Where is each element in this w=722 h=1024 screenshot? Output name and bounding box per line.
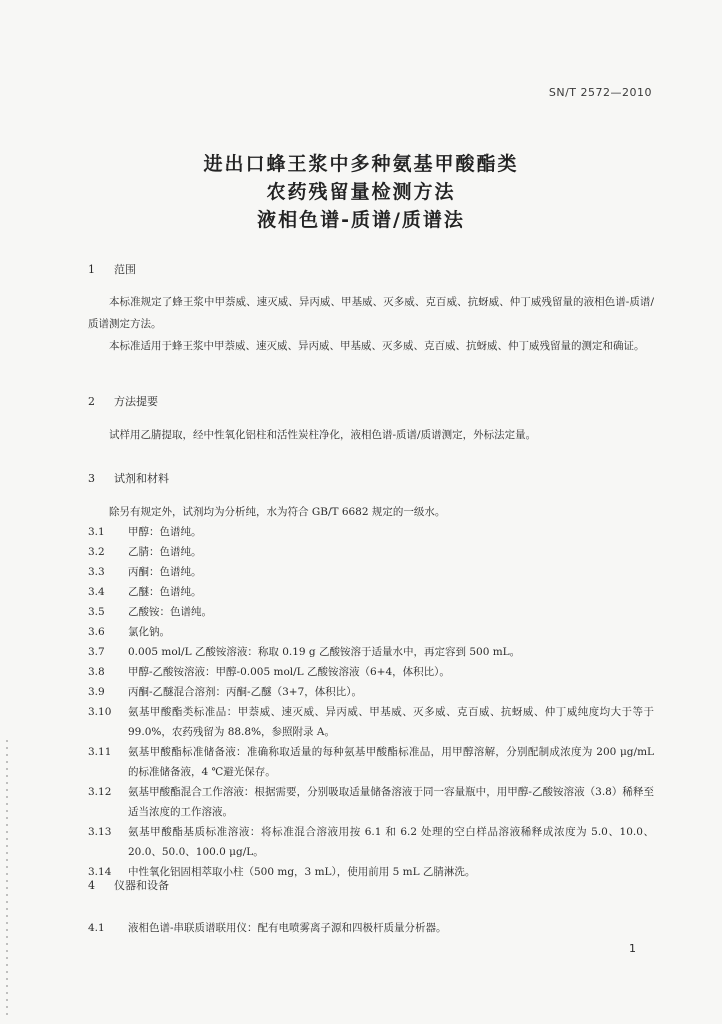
scope-paragraphs bbox=[88, 291, 654, 357]
list-item bbox=[88, 782, 654, 822]
item-number: 3.8 bbox=[88, 666, 105, 678]
list-item bbox=[88, 662, 654, 682]
section-title: 方法提要 bbox=[114, 395, 158, 408]
section-number: 4 bbox=[88, 879, 95, 892]
paragraph: 本标准适用于蜂王浆中甲萘威、速灭威、异丙威、甲基威、灭多威、克百威、抗蚜威、仲丁威残留量的测定和确证。 bbox=[109, 340, 645, 352]
list-item bbox=[88, 642, 654, 662]
section-heading bbox=[88, 262, 654, 278]
section-scope bbox=[88, 262, 654, 278]
list-item bbox=[88, 822, 654, 862]
list-item bbox=[88, 918, 654, 938]
item-text: 乙腈：色谱纯。 bbox=[128, 546, 202, 558]
item-number: 3.14 bbox=[88, 866, 112, 878]
section-title: 试剂和材料 bbox=[114, 472, 169, 485]
item-number: 3.10 bbox=[88, 706, 112, 718]
list-item bbox=[88, 522, 654, 542]
section-number: 1 bbox=[88, 263, 95, 276]
item-number: 3.5 bbox=[88, 606, 105, 618]
item-text: 丙酮-乙醚混合溶剂：丙酮-乙醚（3+7，体积比）。 bbox=[128, 686, 363, 698]
list-item bbox=[88, 622, 654, 642]
item-number: 3.4 bbox=[88, 586, 105, 598]
item-number: 3.7 bbox=[88, 646, 105, 658]
scan-margin-artifact bbox=[6, 740, 8, 1020]
item-number: 3.12 bbox=[88, 786, 112, 798]
section-reagents bbox=[88, 471, 654, 487]
item-number: 4.1 bbox=[88, 922, 105, 934]
item-text: 丙酮：色谱纯。 bbox=[128, 566, 202, 578]
item-number: 3.2 bbox=[88, 546, 105, 558]
list-item bbox=[88, 682, 654, 702]
section-title: 仪器和设备 bbox=[114, 879, 169, 892]
list-item bbox=[88, 542, 654, 562]
item-text: 氯化钠。 bbox=[128, 626, 170, 638]
item-text: 乙醚：色谱纯。 bbox=[128, 586, 202, 598]
list-item bbox=[88, 602, 654, 622]
item-number: 3.3 bbox=[88, 566, 105, 578]
document-title bbox=[0, 150, 722, 234]
section-principle bbox=[88, 394, 654, 410]
item-text: 中性氧化铝固相萃取小柱（500 mg，3 mL），使用前用 5 mL 乙腈淋洗。 bbox=[128, 866, 476, 878]
section-heading bbox=[88, 471, 654, 487]
title-line-2: 农药残留量检测方法 bbox=[266, 181, 456, 203]
section-heading bbox=[88, 878, 654, 894]
item-number: 3.1 bbox=[88, 526, 105, 538]
item-text: 甲醇-乙酸铵溶液：甲醇-0.005 mol/L 乙酸铵溶液（6+4，体积比）。 bbox=[128, 666, 450, 678]
item-number: 3.6 bbox=[88, 626, 105, 638]
item-number: 3.11 bbox=[88, 746, 112, 758]
paragraph: 本标准规定了蜂王浆中甲萘威、速灭威、异丙威、甲基威、灭多威、克百威、抗蚜威、仲丁威残留量的液相色谱-质谱/质谱测定方法。 bbox=[88, 296, 654, 330]
list-item bbox=[88, 742, 654, 782]
standard-number: SN/T 2572—2010 bbox=[548, 86, 652, 99]
item-text: 氨基甲酸酯类标准品：甲萘威、速灭威、异丙威、甲基威、灭多威、克百威、抗蚜威、仲丁威纯度均大于等于 99.0%，农药残留为 88.8%，参照附录 A。 bbox=[128, 706, 654, 738]
apparatus-list bbox=[88, 918, 654, 938]
list-item bbox=[88, 562, 654, 582]
reagents-list bbox=[88, 502, 654, 882]
title-line-3: 液相色谱-质谱/质谱法 bbox=[257, 209, 465, 231]
item-number: 3.13 bbox=[88, 826, 112, 838]
title-line-1: 进出口蜂王浆中多种氨基甲酸酯类 bbox=[203, 153, 519, 175]
principle-paragraph bbox=[88, 424, 654, 446]
item-text: 氨基甲酸酯标准储备液：准确称取适量的每种氨基甲酸酯标准品，用甲醇溶解，分别配制成浓度为 200 μg/mL 的标准储备液，4 ℃避光保存。 bbox=[128, 746, 654, 778]
list-item bbox=[88, 582, 654, 602]
item-text: 甲醇：色谱纯。 bbox=[128, 526, 202, 538]
item-number: 3.9 bbox=[88, 686, 105, 698]
section-heading bbox=[88, 394, 654, 410]
item-text: 氨基甲酸酯基质标准溶液：将标准混合溶液用按 6.1 和 6.2 处理的空白样品溶液稀释成浓度为 5.0、10.0、20.0、50.0、100.0 μg/L。 bbox=[128, 826, 654, 858]
section-number: 3 bbox=[88, 472, 95, 485]
page-number: 1 bbox=[629, 942, 636, 955]
paragraph: 除另有规定外，试剂均为分析纯，水为符合 GB/T 6682 规定的一级水。 bbox=[109, 506, 446, 518]
section-number: 2 bbox=[88, 395, 95, 408]
item-text: 氨基甲酸酯混合工作溶液：根据需要，分别吸取适量储备溶液于同一容量瓶中，用甲醇-乙酸铵溶液（3.8）稀释至适当浓度的工作溶液。 bbox=[128, 786, 654, 818]
section-title: 范围 bbox=[114, 263, 136, 276]
item-text: 液相色谱-串联质谱联用仪：配有电喷雾离子源和四极杆质量分析器。 bbox=[128, 922, 447, 934]
paragraph: 试样用乙腈提取，经中性氧化铝柱和活性炭柱净化，液相色谱-质谱/质谱测定，外标法定量。 bbox=[109, 429, 537, 441]
item-text: 乙酸铵：色谱纯。 bbox=[128, 606, 212, 618]
list-item bbox=[88, 702, 654, 742]
section-apparatus bbox=[88, 878, 654, 894]
item-text: 0.005 mol/L 乙酸铵溶液：称取 0.19 g 乙酸铵溶于适量水中，再定容到 500 mL。 bbox=[128, 646, 521, 658]
